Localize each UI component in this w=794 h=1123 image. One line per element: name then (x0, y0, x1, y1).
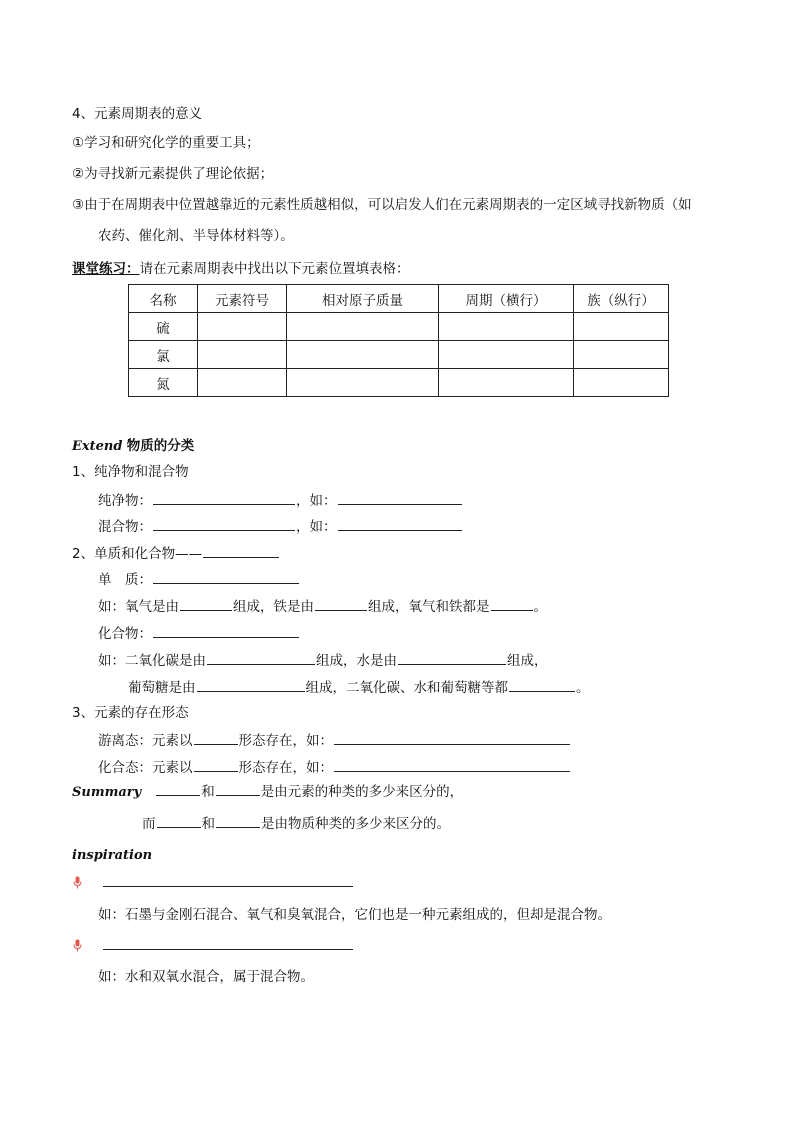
pure-definition-blank[interactable] (153, 490, 295, 505)
text: 。 (533, 599, 547, 615)
answer-cell[interactable] (287, 313, 439, 341)
answer-cell[interactable] (287, 369, 439, 397)
text: 组成， (507, 653, 548, 669)
text: 组成，铁是由 (233, 599, 314, 615)
inspiration-line-1 (102, 872, 354, 893)
summary-blank-3[interactable] (157, 813, 201, 828)
section-4-heading: 4、元素周期表的意义 (72, 106, 203, 122)
pure-substance-line (98, 490, 463, 511)
compound-category-blank[interactable] (509, 677, 575, 692)
free-form-blank[interactable] (194, 730, 238, 745)
element-name-cell: 硫 (129, 313, 198, 341)
text: 是由物质种类的多少来区分的。 (261, 816, 450, 832)
practice-line (72, 259, 410, 279)
table-header-cell: 名称 (129, 285, 198, 313)
element-position-table (128, 284, 669, 397)
summary-line-2 (142, 813, 450, 834)
text: 和 (201, 816, 215, 832)
extend-title: 物质的分类 (126, 438, 195, 454)
iron-composition-blank[interactable] (315, 596, 367, 611)
pure-example-blank[interactable] (338, 490, 462, 505)
mixture-definition-blank[interactable] (153, 516, 295, 531)
example-label: ，如： (296, 493, 337, 509)
answer-cell[interactable] (574, 341, 669, 369)
text: 游离态：元素以 (98, 733, 193, 749)
text: 如：氧气是由 (98, 599, 179, 615)
significance-point-3: ③由于在周期表中位置越靠近的元素性质越相似，可以启发人们在元素周期表的一定区域寻找新物质（如 (72, 197, 692, 213)
mixture-line (98, 516, 463, 537)
answer-cell[interactable] (574, 313, 669, 341)
practice-label: 课堂练习： (72, 261, 140, 277)
text: 是由元素的种类的多少来区分的， (260, 784, 464, 800)
significance-point-3-cont: 农药、催化剂、半导体材料等）。 (98, 228, 294, 244)
inspiration-label (72, 845, 152, 866)
microphone-icon (73, 939, 82, 952)
text: 化合态：元素以 (98, 760, 193, 776)
table-header-cell: 周期（横行） (439, 285, 574, 313)
mixture-example-blank[interactable] (338, 516, 462, 531)
text: 。 (576, 680, 590, 696)
summary-line-1 (72, 781, 463, 803)
significance-point-2: ②为寻找新元素提供了理论依据； (72, 166, 274, 182)
inspiration-note-1: 如：石墨与金刚石混合、氧气和臭氧混合，它们也是一种元素组成的，但却是混合物。 (98, 907, 611, 923)
summary-blank-1[interactable] (156, 781, 200, 796)
category-blank[interactable] (491, 596, 533, 611)
sub-heading-2 (72, 543, 280, 564)
summary-blank-2[interactable] (216, 781, 260, 796)
text: 葡萄糖是由 (128, 680, 196, 696)
pure-label: 纯净物： (98, 493, 152, 509)
text: 组成，氧气和铁都是 (368, 599, 490, 615)
simple-label: 单 质： (98, 572, 152, 588)
answer-cell[interactable] (439, 313, 574, 341)
classification-blank[interactable] (203, 543, 279, 558)
answer-cell[interactable] (198, 341, 287, 369)
answer-cell[interactable] (439, 369, 574, 397)
element-name-cell: 氯 (129, 341, 198, 369)
co2-composition-blank[interactable] (207, 650, 315, 665)
answer-cell[interactable] (439, 341, 574, 369)
compound-definition-blank[interactable] (153, 623, 299, 638)
table-header-row (129, 285, 669, 313)
inspiration-blank-2[interactable] (103, 935, 353, 950)
inspiration-blank-1[interactable] (103, 872, 353, 887)
sub-heading-3: 3、元素的存在形态 (72, 705, 189, 721)
answer-cell[interactable] (287, 341, 439, 369)
inspiration-line-2 (102, 935, 354, 956)
inspiration-text: inspiration (72, 848, 153, 863)
significance-point-1: ①学习和研究化学的重要工具； (72, 135, 260, 151)
table-row (129, 369, 669, 397)
answer-cell[interactable] (198, 313, 287, 341)
text: 而 (142, 816, 156, 832)
glucose-line (128, 677, 590, 698)
text: 组成，二氧化碳、水和葡萄糖等都 (305, 680, 508, 696)
practice-instruction: 请在元素周期表中找出以下元素位置填表格： (139, 261, 410, 277)
sub-heading-2-text: 2、单质和化合物—— (72, 546, 203, 562)
example-label: ，如： (296, 519, 337, 535)
text: 和 (201, 784, 215, 800)
simple-substance-line (98, 569, 300, 590)
text: 形态存在，如： (238, 733, 333, 749)
simple-example-line (98, 596, 547, 617)
mixture-label: 混合物： (98, 519, 152, 535)
water-composition-blank[interactable] (398, 650, 506, 665)
combined-example-blank[interactable] (334, 757, 570, 772)
extend-heading (72, 436, 194, 457)
compound-example-line (98, 650, 548, 671)
summary-blank-4[interactable] (216, 813, 260, 828)
element-name-cell: 氮 (129, 369, 198, 397)
oxygen-composition-blank[interactable] (180, 596, 232, 611)
answer-cell[interactable] (574, 369, 669, 397)
free-example-blank[interactable] (334, 730, 570, 745)
combined-state-line (98, 757, 571, 778)
combined-form-blank[interactable] (194, 757, 238, 772)
text: 如：二氧化碳是由 (98, 653, 206, 669)
answer-cell[interactable] (198, 369, 287, 397)
simple-definition-blank[interactable] (153, 569, 299, 584)
table-header-cell: 族（纵行） (574, 285, 669, 313)
text: 组成，水是由 (316, 653, 397, 669)
extend-label: Extend (72, 439, 123, 454)
table-header-cell: 相对原子质量 (287, 285, 439, 313)
table-row (129, 313, 669, 341)
table-header-cell: 元素符号 (198, 285, 287, 313)
compound-label: 化合物： (98, 626, 152, 642)
compound-line (98, 623, 300, 644)
free-state-line (98, 730, 571, 751)
glucose-composition-blank[interactable] (197, 677, 305, 692)
summary-label: Summary (72, 785, 142, 800)
microphone-icon (73, 876, 82, 889)
inspiration-note-2: 如：水和双氧水混合，属于混合物。 (98, 969, 314, 985)
sub-heading-1: 1、纯净物和混合物 (72, 464, 189, 480)
text: 形态存在，如： (238, 760, 333, 776)
table-row (129, 341, 669, 369)
